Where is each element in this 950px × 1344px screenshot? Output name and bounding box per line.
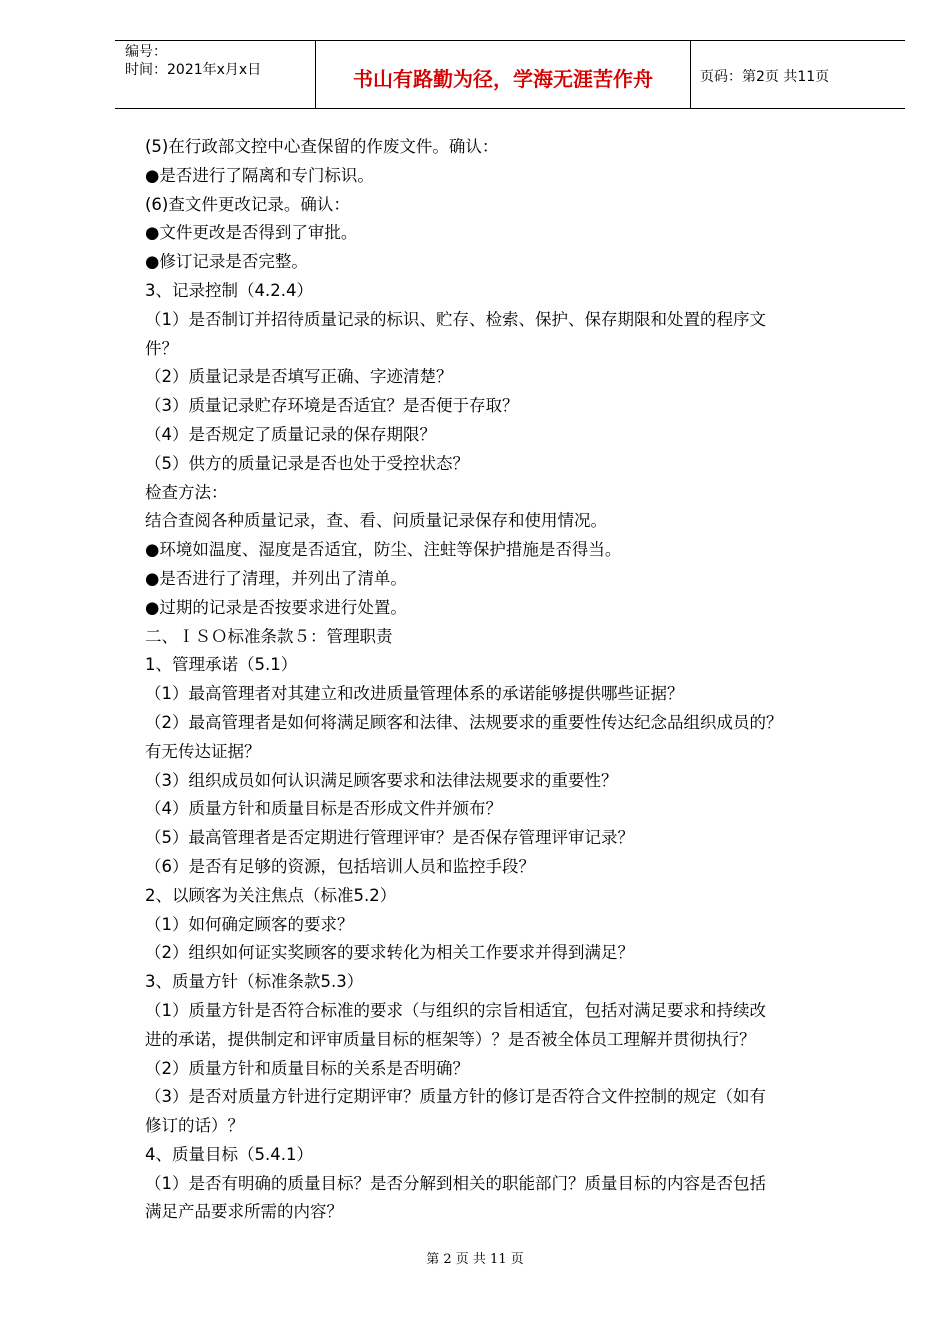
body-text-line: ●文件更改是否得到了审批。 <box>145 223 358 243</box>
header-page-cell <box>690 41 905 108</box>
header-meta-cell <box>115 41 315 108</box>
body-text-line: 3、记录控制（4.2.4） <box>145 280 313 300</box>
body-text-line: （4）质量方针和质量目标是否形成文件并颁布？ <box>145 799 502 819</box>
body-text-line: 件？ <box>145 338 178 358</box>
document-body <box>145 133 905 1227</box>
body-text-line: ●修订记录是否完整。 <box>145 252 308 272</box>
body-text-line: ●是否进行了清理，并列出了清单。 <box>145 568 407 588</box>
body-text-line: （2）组织如何证实奖顾客的要求转化为相关工作要求并得到满足？ <box>145 943 634 963</box>
body-text-line: （3）组织成员如何认识满足顾客要求和法律法规要求的重要性？ <box>145 770 618 790</box>
header-motto: 书山有路勤为径，学海无涯苦作舟 <box>353 67 653 91</box>
page-footer: 第 2 页 共 11 页 <box>426 1252 524 1267</box>
body-text-line: （1）质量方针是否符合标准的要求（与组织的宗旨相适宜，包括对满足要求和持续改 <box>145 1000 766 1020</box>
body-text-line: (6)查文件更改记录。确认： <box>145 194 350 214</box>
body-text-line: (5)在行政部文控中心查保留的作废文件。确认： <box>145 137 499 156</box>
document-date-label: 时间：2021年x月x日 <box>125 62 262 78</box>
body-text-line: 2、以顾客为关注焦点（标准5.2） <box>145 885 397 905</box>
body-text-line: （1）是否有明确的质量目标？是否分解到相关的职能部门？质量目标的内容是否包括 <box>145 1173 766 1193</box>
body-text-line: 3、质量方针（标准条款5.3） <box>145 972 364 992</box>
body-text-line: （1）如何确定顾客的要求？ <box>145 914 354 934</box>
body-text-line: （6）是否有足够的资源，包括培训人员和监控手段？ <box>145 856 535 876</box>
body-text-line: （4）是否规定了质量记录的保存期限？ <box>145 424 436 444</box>
header-table <box>115 40 905 109</box>
body-text-line: （1）是否制订并招待质量记录的标识、贮存、检索、保护、保存期限和处置的程序文 <box>145 309 766 329</box>
body-text-line: 二、ＩＳＯ标准条款５：管理职责 <box>145 626 393 646</box>
body-text-line: （5）最高管理者是否定期进行管理评审？是否保存管理评审记录？ <box>145 828 634 848</box>
header-motto-cell <box>315 41 691 108</box>
body-text-line: ●环境如温度、湿度是否适宜，防尘、注蛀等保护措施是否得当。 <box>145 540 622 560</box>
body-text-line: ●过期的记录是否按要求进行处置。 <box>145 597 407 617</box>
body-text-line: （3）是否对质量方针进行定期评审？质量方针的修订是否符合文件控制的规定（如有 <box>145 1087 766 1107</box>
body-text-line: （5）供方的质量记录是否也处于受控状态？ <box>145 453 469 473</box>
body-text-line: （2）最高管理者是如何将满足顾客和法律、法规要求的重要性传达纪念品组织成员的？ <box>145 712 783 732</box>
body-text-line: 检查方法： <box>145 482 228 502</box>
body-text-line: （1）最高管理者对其建立和改进质量管理体系的承诺能够提供哪些证据？ <box>145 684 684 704</box>
body-text-line: （2）质量方针和质量目标的关系是否明确？ <box>145 1058 469 1078</box>
body-text-line: 4、质量目标（5.4.1） <box>145 1144 313 1164</box>
header-page-info: 页码：第2页 共11页 <box>700 69 830 85</box>
body-text-line: 修订的话）？ <box>145 1116 244 1136</box>
body-text-line: （2）质量记录是否填写正确、字迹清楚？ <box>145 367 453 387</box>
body-text-line: ●是否进行了隔离和专门标识。 <box>145 165 374 185</box>
body-text-line: （3）质量记录贮存环境是否适宜？是否便于存取？ <box>145 396 519 416</box>
body-text-line: 结合查阅各种质量记录，查、看、问质量记录保存和使用情况。 <box>145 511 607 531</box>
body-text-line: 满足产品要求所需的内容？ <box>145 1202 343 1222</box>
body-text-line: 进的承诺，提供制定和评审质量目标的框架等）？是否被全体员工理解并贯彻执行？ <box>145 1029 756 1049</box>
body-text-line: 1、管理承诺（5.1） <box>145 655 298 675</box>
body-text-line: 有无传达证据？ <box>145 741 261 761</box>
document-number-label: 编号： <box>125 44 167 60</box>
